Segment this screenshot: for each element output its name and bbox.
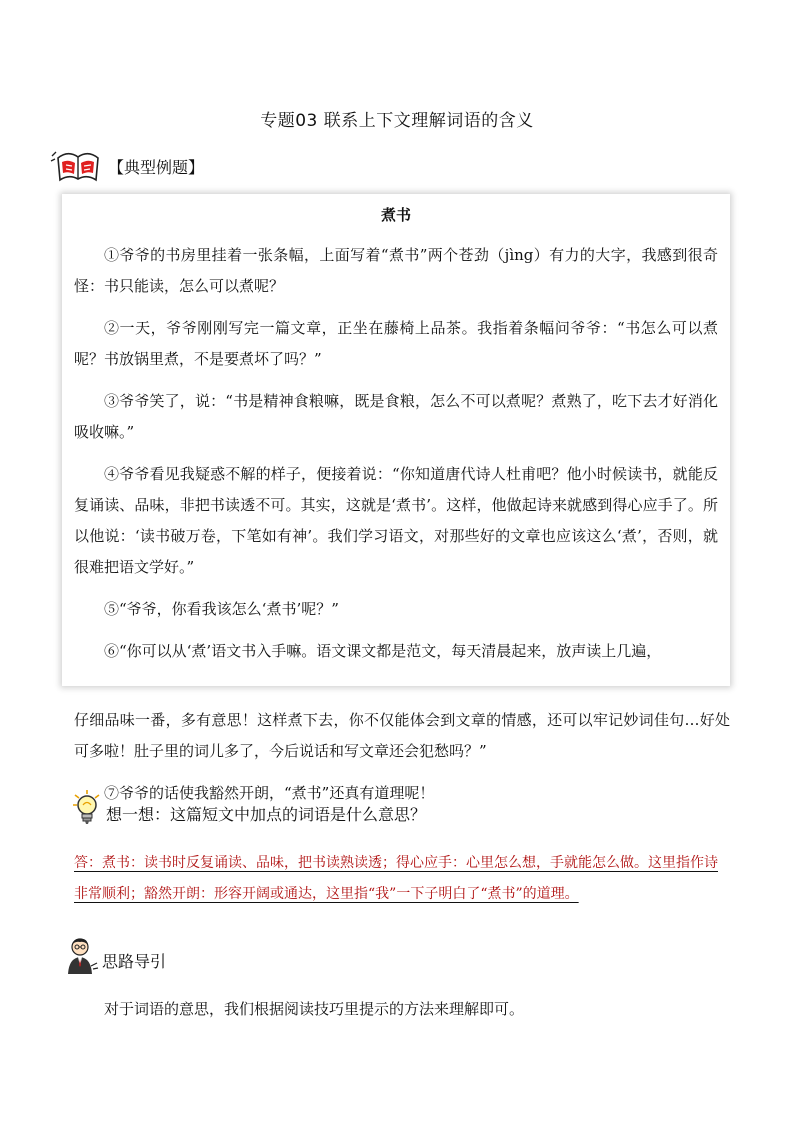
paragraph-3: ③爷爷笑了，说：“书是精神食粮嘛，既是食粮，怎么不可以煮呢？煮熟了，吃下去才好消化吸收嘛。” [74, 392, 718, 441]
paragraph-6-continued: 仔细品味一番，多有意思！这样煮下去，你不仅能体会到文章的情感，还可以牢记妙词佳句…好处可多啦！肚子里的词儿多了，今后说话和写文章还会犯愁吗？” [74, 711, 730, 760]
paragraph-6: ⑥“你可以从‘煮’语文书入手嘛。语文课文都是范文，每天清晨起来，放声读上几遍， [104, 642, 662, 660]
paragraph-4: ④爷爷看见我疑惑不解的样子，便接着说：“你知道唐代诗人杜甫吧？他小时候读书，就能反复诵读、品味，非把书读透不可。其实，这就是‘煮书’。这样，他做起诗来就感到得心应手了。所以他说：‘读书破万卷，下笔如有神’。我们学习语文，对那些好的文章也应该这么‘煮’，否则，就很难把语文学好。” [74, 465, 718, 576]
section-label: 【典型例题】 [108, 157, 205, 177]
lightbulb-icon [72, 789, 102, 827]
passage-title: 煮书 [380, 206, 411, 224]
paragraph-2: ②一天，爷爷刚刚写完一篇文章，正坐在藤椅上品茶。我指着条幅问爷爷：“书怎么可以煮呢？书放锅里煮，不是要煮坏了吗？” [74, 319, 718, 368]
guide-header [64, 936, 166, 976]
open-book-icon [50, 148, 106, 184]
guide-label: 思路导引 [102, 952, 167, 971]
section-header [50, 146, 204, 186]
question-row [72, 789, 426, 827]
answer-text [74, 848, 730, 910]
page-title: 专题03 联系上下文理解词语的含义 [260, 111, 534, 131]
teacher-avatar-icon [64, 936, 100, 976]
paragraph-5: ⑤“爷爷，你看我该怎么‘煮书’呢？” [104, 600, 339, 618]
answer-content: 答：煮书：读书时反复诵读、品味，把书读熟读透；得心应手：心里怎么想，手就能怎么做。这里指作诗非常顺利；豁然开朗：形容开阔或通达，这里指“我”一下子明白了“煮书”的道理。 [74, 855, 718, 902]
guide-text: 对于词语的意思，我们根据阅读技巧里提示的方法来理解即可。 [104, 1000, 525, 1018]
paragraph-7: ⑦爷爷的话使我豁然开朗，“煮书”还真有道理呢！ [104, 784, 435, 802]
paragraph-1: ①爷爷的书房里挂着一张条幅，上面写着“煮书”两个苍劲（jìng）有力的大字，我感到很奇怪：书只能读，怎么可以煮呢？ [74, 246, 718, 295]
passage [62, 194, 730, 667]
question-text: 想一想：这篇短文中加点的词语是什么意思？ [106, 805, 427, 824]
